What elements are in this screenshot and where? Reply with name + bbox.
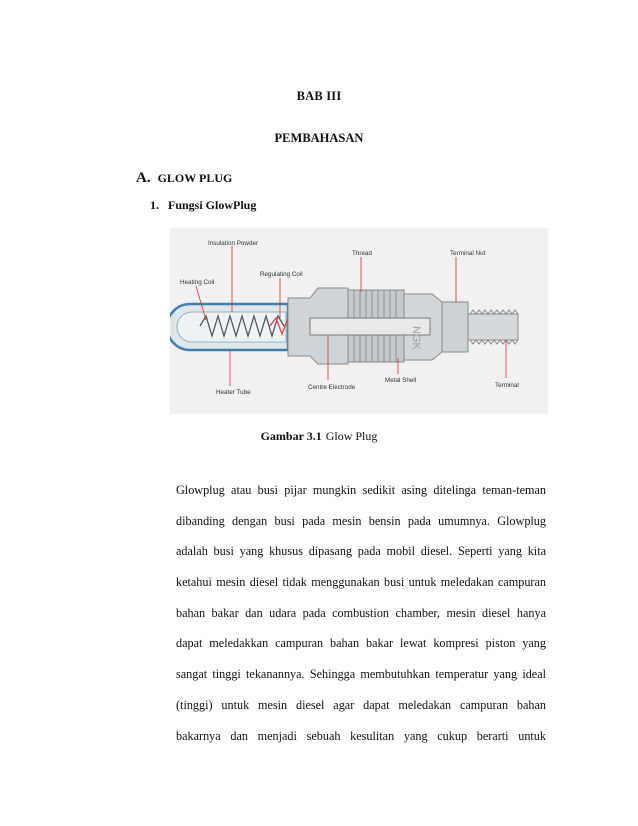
chapter-number: BAB III: [296, 89, 342, 103]
caption-label: Gambar 3.1: [260, 429, 322, 443]
terminal-thread-bottom: [470, 340, 518, 344]
label-insulation-powder: Insulation Powder: [208, 240, 259, 247]
paragraph-line: (tinggi) untuk mesin diesel agar dapat meledakan campuran bahan: [176, 697, 546, 712]
brand-mark: NGK: [410, 326, 422, 350]
section-title: GLOW PLUG: [157, 171, 233, 185]
paragraph-line: Glowplug atau busi pijar mungkin sedikit asing ditelinga teman-teman: [176, 483, 546, 497]
subsection-number: 1.: [150, 198, 159, 212]
section-heading: [136, 170, 232, 187]
body-paragraph: [176, 482, 546, 758]
caption-text: Glow Plug: [325, 429, 378, 443]
glow-plug-diagram: [170, 228, 548, 414]
figure-caption: [0, 429, 638, 444]
paragraph-line: dapat meledakkan campuran bahan bakar lewat kompresi piston yang: [176, 636, 546, 651]
terminal-thread-top: [470, 310, 518, 314]
glow-plug-figure: [170, 228, 548, 414]
paragraph-line: bahan bakar dan udara pada combustion chamber, mesin diesel hanya: [176, 605, 546, 620]
terminal-nut-shape: [442, 302, 468, 352]
chapter-title: PEMBAHASAN: [274, 131, 364, 145]
paragraph-line: dibanding dengan busi pada mesin bensin pada umumnya. Glowplug: [176, 513, 546, 528]
label-centre-electrode: Centre Electrode: [308, 384, 356, 391]
label-heater-tube: Heater Tube: [216, 389, 251, 396]
label-heating-coil: Heating Coil: [180, 279, 215, 286]
label-thread: Thread: [352, 250, 372, 257]
paragraph-line: ketahui mesin diesel tidak menggunakan busi untuk meledakan campuran: [176, 575, 546, 590]
subsection-title: Fungsi GlowPlug: [168, 198, 257, 212]
paragraph-line: adalah busi yang khusus dipasang pada mobil diesel. Seperti yang kita: [176, 544, 546, 559]
terminal-shape: [468, 314, 518, 340]
section-letter: A.: [136, 170, 151, 186]
label-terminal: Terminal: [495, 382, 519, 389]
paragraph-line: bakarnya dan menjadi sebuah kesulitan yang cukup berarti untuk: [176, 728, 546, 743]
paragraph-line: sangat tinggi tekanannya. Sehingga membutuhkan temperatur yang ideal: [176, 667, 546, 682]
subsection-heading: [150, 198, 256, 213]
label-terminal-nut: Terminal Nut: [450, 250, 486, 257]
label-metal-shell: Metal Shell: [385, 377, 417, 384]
label-regulating-coil: Regulating Coil: [260, 271, 303, 278]
